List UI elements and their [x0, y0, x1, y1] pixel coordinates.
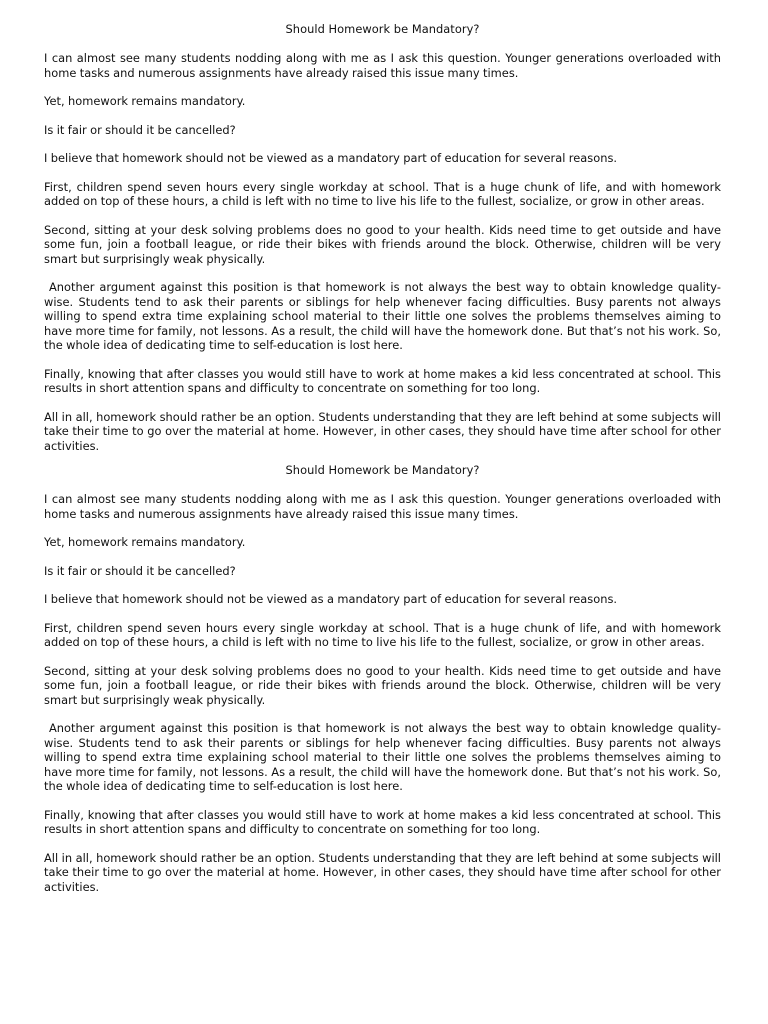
paragraph-9: All in all, homework should rather be an option. Students understanding that they are left behind at some subjects will take their time to go over the material at home. However, in other cases, they should have time after school for other activities.	[44, 850, 721, 894]
paragraph-3: Is it fair or should it be cancelled?	[44, 563, 236, 578]
paragraph-6: Second, sitting at your desk solving problems does no good to your health. Kids need time to get outside and have some fun, join a football league, or ride their bikes with friends around the block. Otherwise, children will be very smart but surprisingly weak physically.	[44, 663, 721, 707]
paragraph-7: Another argument against this position is that homework is not always the best way to obtain knowledge quality-wise. Students tend to ask their parents or siblings for help whenever facing difficulties. Busy parents not always willing to spend extra time explaining school material to their little one solves the problems themselves aiming to have more time for family, not lessons. As a result, the child will have the homework done. But that’s not his work. So, the whole idea of dedicating time to self-education is lost here.	[44, 721, 721, 793]
paragraph-4: I believe that homework should not be viewed as a mandatory part of education for several reasons.	[44, 151, 618, 165]
paragraph-1: I can almost see many students nodding along with me as I ask this question. Younger generations overloaded with home tasks and numerous assignments have already raised this issue many times.	[44, 51, 721, 80]
paragraph-1: I can almost see many students nodding along with me as I ask this question. Younger generations overloaded with home tasks and numerous assignments have already raised this issue many times.	[44, 492, 721, 521]
paragraph-4: I believe that homework should not be viewed as a mandatory part of education for several reasons.	[44, 592, 618, 606]
essay-title: Should Homework be Mandatory?	[285, 22, 480, 36]
paragraph-2: Yet, homework remains mandatory.	[44, 535, 246, 549]
paragraph-8: Finally, knowing that after classes you would still have to work at home makes a kid less concentrated at school. This results in short attention spans and difficulty to concentrate on something for too long.	[44, 366, 721, 395]
paragraph-5: First, children spend seven hours every single workday at school. That is a huge chunk of life, and with homework added on top of these hours, a child is left with no time to live his life to the fullest, socialize, or grow in other areas.	[44, 620, 721, 649]
essay-2	[44, 463, 721, 894]
paragraph-7: Another argument against this position is that homework is not always the best way to obtain knowledge quality-wise. Students tend to ask their parents or siblings for help whenever facing difficulties. Busy parents not always willing to spend extra time explaining school material to their little one solves the problems themselves aiming to have more time for family, not lessons. As a result, the child will have the homework done. But that’s not his work. So, the whole idea of dedicating time to self-education is lost here.	[44, 280, 721, 352]
paragraph-2: Yet, homework remains mandatory.	[44, 94, 246, 108]
paragraph-3: Is it fair or should it be cancelled?	[44, 122, 236, 137]
paragraph-8: Finally, knowing that after classes you would still have to work at home makes a kid less concentrated at school. This results in short attention spans and difficulty to concentrate on something for too long.	[44, 807, 721, 836]
paragraph-9: All in all, homework should rather be an option. Students understanding that they are left behind at some subjects will take their time to go over the material at home. However, in other cases, they should have time after school for other activities.	[44, 409, 721, 453]
document-page	[44, 22, 721, 894]
essay-title: Should Homework be Mandatory?	[285, 463, 480, 477]
paragraph-6: Second, sitting at your desk solving problems does no good to your health. Kids need time to get outside and have some fun, join a football league, or ride their bikes with friends around the block. Otherwise, children will be very smart but surprisingly weak physically.	[44, 222, 721, 266]
paragraph-5: First, children spend seven hours every single workday at school. That is a huge chunk of life, and with homework added on top of these hours, a child is left with no time to live his life to the fullest, socialize, or grow in other areas.	[44, 179, 721, 208]
essay-1	[44, 22, 721, 453]
